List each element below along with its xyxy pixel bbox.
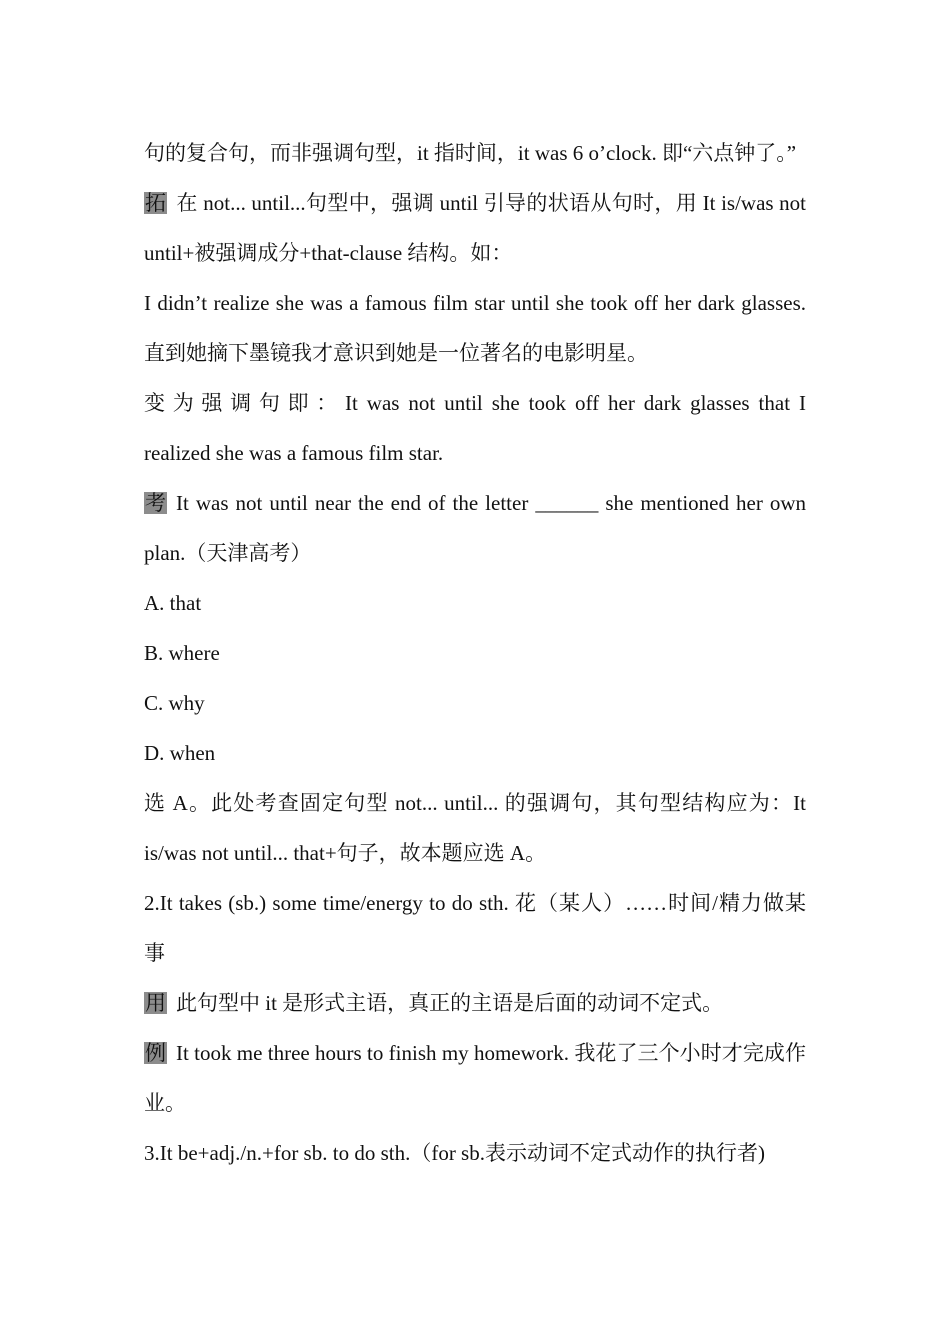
paragraph-example: 例 It took me three hours to finish my homework. 我花了三个小时才完成作业。 <box>144 1041 806 1115</box>
option-a: A. that <box>144 591 202 615</box>
paragraph-2: 拓 在 not... until...句型中，强调 until 引导的状语从句时，用 It is/was not until+被强调成分+that-clause 结构。如： <box>144 191 806 265</box>
tag-li: 例 <box>145 1041 166 1065</box>
paragraph-4: 变为强调句即：It was not until she took off her dark glasses that I realized she was a famous film star. <box>144 391 806 465</box>
answer-explanation: 选 A。此处考查固定句型 not... until... 的强调句，其句型结构应为：It is/was not until... that+句子，故本题应选 A。 <box>144 791 806 865</box>
paragraph-usage: 用 此句型中 it 是形式主语，真正的主语是后面的动词不定式。 <box>145 991 724 1015</box>
paragraph-1: 句的复合句，而非强调句型，it 指时间，it was 6 o’clock. 即“六点钟了。” <box>144 141 797 165</box>
tag-tuo: 拓 <box>145 191 166 215</box>
pattern-3-heading: 3.It be+adj./n.+for sb. to do sth.（for sb.表示动词不定式动作的执行者) <box>144 1141 765 1165</box>
option-d: D. when <box>144 741 216 765</box>
option-c: C. why <box>144 691 205 715</box>
paragraph-5: 考 It was not until near the end of the letter ______ she mentioned her own plan.（天津高考） <box>144 491 806 565</box>
tag-yong: 用 <box>145 991 166 1015</box>
lead-text: 变为强调句即： <box>144 391 346 415</box>
paragraph-3: I didn’t realize she was a famous film star until she took off her dark glasses. 直到她摘下墨镜我才意识到她是一位著名的电影明星。 <box>144 291 806 365</box>
tag-kao: 考 <box>145 491 166 515</box>
document-page <box>144 128 806 1178</box>
pattern-2-heading: 2.It takes (sb.) some time/energy to do sth. 花（某人）……时间/精力做某事 <box>144 891 806 965</box>
option-b: B. where <box>144 641 220 665</box>
